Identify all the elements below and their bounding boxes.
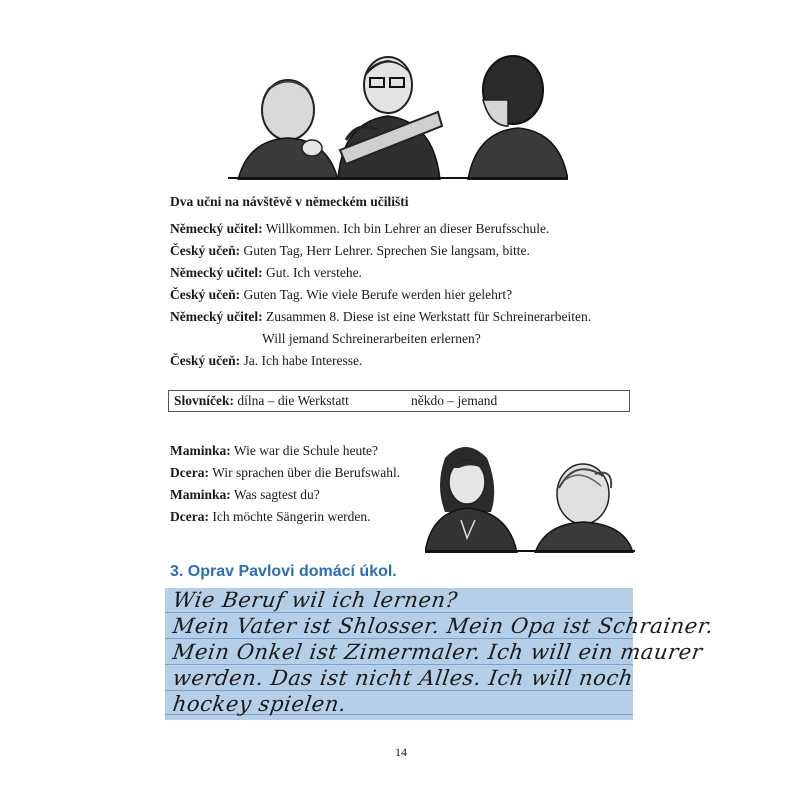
vocab-entry-1 [174, 391, 349, 411]
vocabulary-box [168, 390, 630, 412]
speaker: Český učeň: [170, 353, 241, 368]
speaker: Český učeň: [170, 243, 241, 258]
utterance: Willkommen. Ich bin Lehrer an dieser Berufsschule. [262, 221, 550, 236]
utterance: Zusammen 8. Diese ist eine Werkstatt für Schreinerarbeiten. [262, 309, 592, 324]
utterance: Wie war die Schule heute? [230, 443, 379, 458]
utterance: Ich möchte Sängerin werden. [208, 509, 371, 524]
vocab-entry-2: někdo – jemand [411, 393, 498, 408]
utterance: Guten Tag, Herr Lehrer. Sprechen Sie langsam, bitte. [240, 243, 530, 258]
ruling-line [165, 638, 633, 639]
handwriting-line: hockey spielen. [171, 692, 349, 716]
speaker: Německý učitel: [170, 309, 263, 324]
handwriting-line: Mein Onkel ist Zimermaler. Ich will ein maurer [171, 640, 705, 664]
ruling-line [165, 690, 633, 691]
speaker: Dcera: [170, 509, 209, 524]
dialogue1-line [170, 286, 512, 304]
dialogue1-line [170, 264, 362, 282]
page-number: 14 [395, 745, 407, 759]
dialogue1-line-continued [262, 330, 481, 348]
speaker: Německý učitel: [170, 265, 263, 280]
speaker: Český učeň: [170, 287, 241, 302]
dialogue1-line [170, 308, 591, 326]
vocab-label: Slovníček: [174, 393, 235, 408]
utterance: Ja. Ich habe Interesse. [240, 353, 363, 368]
dialogue1-line [170, 242, 530, 260]
illustration-mother-and-daughter [425, 438, 635, 553]
dialogue1-heading: Dva učni na návštěvě v německém učilišti [170, 194, 409, 209]
utterance: Gut. Ich verstehe. [262, 265, 362, 280]
exercise-title: 3. Oprav Pavlovi domácí úkol. [170, 563, 397, 580]
utterance: Was sagtest du? [230, 487, 320, 502]
speaker: Dcera: [170, 465, 209, 480]
homework-box [165, 588, 716, 720]
utterance: Guten Tag. Wie viele Berufe werden hier gelehrt? [240, 287, 513, 302]
handwriting-line: Wie Beruf wil ich lernen? [171, 588, 460, 612]
dialogue2-line [170, 464, 400, 482]
speaker: Maminka: [170, 487, 231, 502]
ruling-line [165, 612, 633, 613]
vocab-text-1: dílna – die Werkstatt [234, 393, 349, 408]
speaker: Maminka: [170, 443, 231, 458]
ruling-line [165, 664, 633, 665]
dialogue2-line [170, 508, 371, 526]
handwriting-line: Mein Vater ist Shlosser. Mein Opa ist Schrainer. [171, 614, 716, 638]
dialogue2-line [170, 486, 320, 504]
utterance: Will jemand Schreinerarbeiten erlernen? [262, 331, 481, 346]
speaker: Německý učitel: [170, 221, 263, 236]
dialogue1-line [170, 220, 549, 238]
dialogue1-line [170, 352, 362, 370]
illustration-apprentices-with-teacher [228, 40, 568, 180]
handwriting-line: werden. Das ist nicht Alles. Ich will noch [171, 666, 635, 690]
dialogue2-line [170, 442, 378, 460]
utterance: Wir sprachen über die Berufswahl. [208, 465, 401, 480]
